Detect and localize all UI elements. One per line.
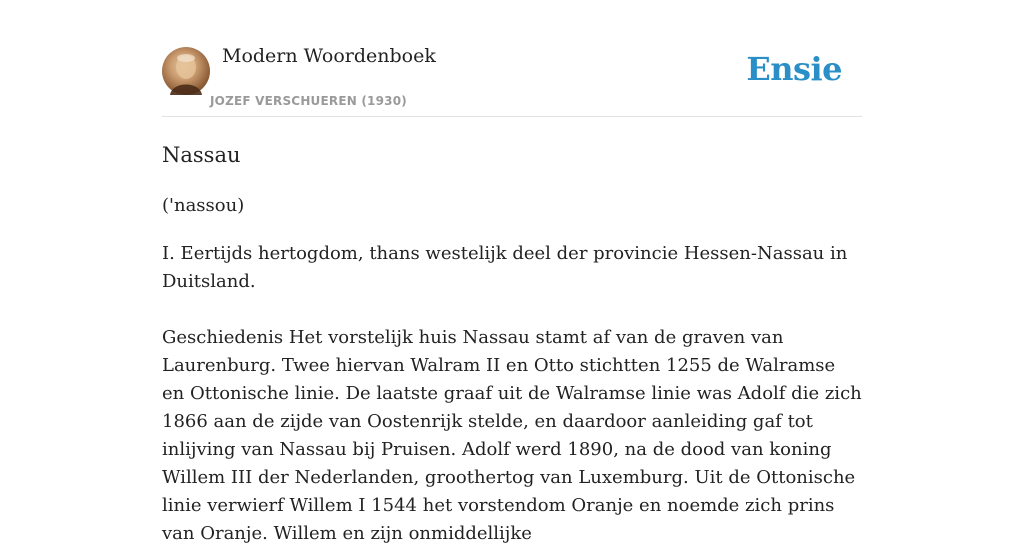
entry-paragraph: Geschiedenis Het vorstelijk huis Nassau stamt af van de graven van Laurenburg. Twee hiervan Walram II en Otto stichtten 1255 de Walramse en Ottonische linie. De laatste graaf uit de Walramse linie was Adolf die zich 1866 aan de zijde van Oostenrijk stelde, en daardoor aanleiding gaf tot inlijving van Nassau bij Pruisen. Adolf werd 1890, na de dood van koning Willem III der Nederlanden, groothertog van Luxemburg. Uit de Ottonische linie verwierf Willem I 1544 het vorstendom Oranje en noemde zich prins van Oranje. Willem en zijn onmiddellijke: [162, 327, 862, 544]
entry-paragraph: I. Eertijds hertogdom, thans westelijk deel der provincie Hessen-Nassau in Duitsland.: [162, 243, 848, 292]
page-header: [162, 0, 862, 117]
entry-pronunciation: ('nassou): [162, 195, 245, 216]
author-name[interactable]: JOZEF VERSCHUEREN (1930): [210, 94, 407, 108]
author-avatar[interactable]: [162, 47, 210, 95]
entry-content: [162, 140, 862, 548]
ensie-logo[interactable]: Ensie: [746, 50, 842, 88]
portrait-icon: [162, 47, 210, 95]
entry-title: Nassau: [162, 143, 241, 167]
book-title[interactable]: Modern Woordenboek: [222, 45, 436, 67]
